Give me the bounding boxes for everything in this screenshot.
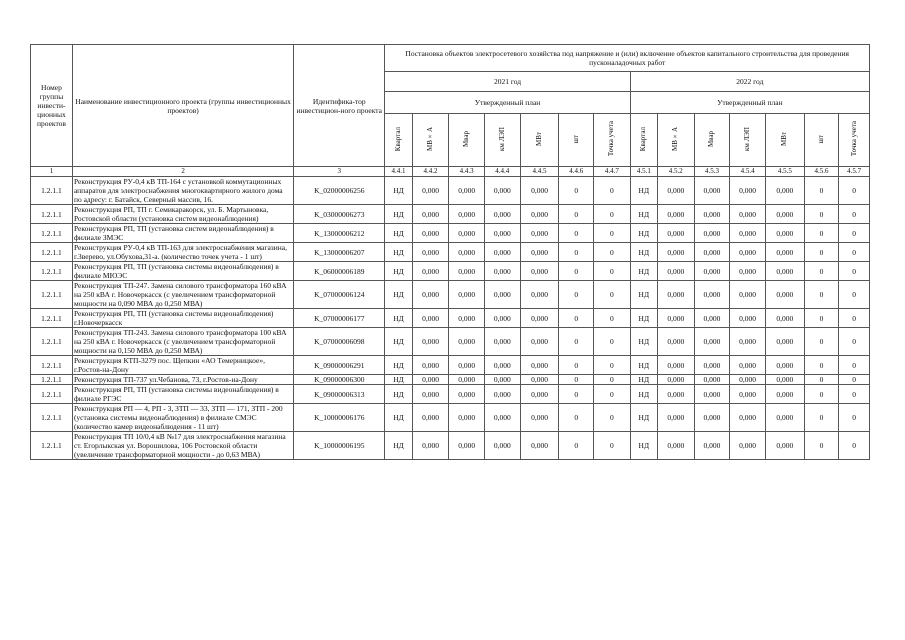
project-id-cell: K_09000006300	[294, 375, 385, 385]
unit-header-2021-3	[484, 114, 520, 167]
value-cell: НД	[630, 224, 657, 243]
unit-header-2022-5	[804, 114, 839, 167]
value-cell: НД	[630, 432, 657, 460]
project-id-cell: K_03000006273	[294, 205, 385, 224]
value-cell: 0,000	[520, 432, 559, 460]
value-cell: 0,000	[484, 243, 520, 262]
value-cell: 0,000	[765, 205, 804, 224]
group-number-cell: 1.2.1.1	[31, 404, 73, 432]
value-cell: НД	[385, 375, 412, 385]
value-cell: 0	[839, 224, 870, 243]
value-cell: 0	[559, 281, 594, 309]
value-cell: 0	[804, 281, 839, 309]
value-cell: 0	[594, 243, 631, 262]
value-cell: 0,000	[765, 432, 804, 460]
value-cell: 0,000	[694, 309, 730, 328]
value-cell: 0	[804, 309, 839, 328]
table-row	[31, 243, 870, 262]
unit-header-2022-1	[657, 114, 694, 167]
value-cell: 0,000	[765, 385, 804, 404]
value-cell: НД	[385, 356, 412, 375]
value-cell: 0	[804, 356, 839, 375]
group-number-cell: 1.2.1.1	[31, 328, 73, 356]
value-cell: 0,000	[449, 309, 485, 328]
value-cell: НД	[630, 243, 657, 262]
unit-header-2021-5	[559, 114, 594, 167]
value-cell: 0	[594, 281, 631, 309]
value-cell: 0	[594, 404, 631, 432]
value-cell: НД	[630, 281, 657, 309]
unit-header-label: Квартал	[394, 126, 403, 152]
header-project-name: Наименование инвестиционного проекта (группы инвестиционных проектов)	[72, 45, 293, 167]
column-index-row	[31, 167, 870, 177]
value-cell: 0,000	[765, 404, 804, 432]
value-cell: 0,000	[730, 328, 766, 356]
unit-header-label: МВт	[780, 132, 789, 146]
value-cell: 0,000	[520, 205, 559, 224]
column-index-cell: 4.5.3	[694, 167, 730, 177]
value-cell: 0	[594, 432, 631, 460]
table-row	[31, 385, 870, 404]
value-cell: 0	[804, 205, 839, 224]
value-cell: 0,000	[412, 375, 449, 385]
unit-header-label: МВ×А	[426, 127, 434, 151]
project-id-cell: K_02000006256	[294, 177, 385, 205]
column-index-cell: 4.5.7	[839, 167, 870, 177]
unit-header-label: МВт	[535, 132, 544, 146]
value-cell: 0,000	[520, 309, 559, 328]
column-index-cell: 4.5.6	[804, 167, 839, 177]
value-cell: 0	[559, 224, 594, 243]
value-cell: 0,000	[520, 177, 559, 205]
value-cell: 0,000	[412, 205, 449, 224]
project-id-cell: K_13000006207	[294, 243, 385, 262]
value-cell: 0	[804, 243, 839, 262]
value-cell: 0,000	[657, 404, 694, 432]
value-cell: НД	[385, 177, 412, 205]
table-row	[31, 281, 870, 309]
group-number-cell: 1.2.1.1	[31, 309, 73, 328]
value-cell: 0,000	[694, 224, 730, 243]
table-row	[31, 356, 870, 375]
value-cell: 0,000	[730, 224, 766, 243]
value-cell: 0,000	[520, 375, 559, 385]
value-cell: 0	[804, 262, 839, 281]
value-cell: 0	[839, 432, 870, 460]
value-cell: 0	[594, 385, 631, 404]
value-cell: 0,000	[412, 309, 449, 328]
value-cell: 0,000	[730, 262, 766, 281]
value-cell: 0,000	[484, 328, 520, 356]
project-name-cell: Реконструкция РП, ТП (установка систем видеонаблюдения) в филиале ЗМЭС	[72, 224, 293, 243]
value-cell: 0	[839, 385, 870, 404]
value-cell: 0,000	[520, 356, 559, 375]
value-cell: 0,000	[730, 432, 766, 460]
column-index-cell: 1	[31, 167, 73, 177]
value-cell: НД	[385, 328, 412, 356]
project-name-cell: Реконструкция КТП-3279 пос. Щепкин «АО Темерницкое», г.Ростов-на-Дону	[72, 356, 293, 375]
unit-header-2022-0	[630, 114, 657, 167]
value-cell: 0,000	[730, 281, 766, 309]
value-cell: 0	[804, 404, 839, 432]
value-cell: 0,000	[657, 262, 694, 281]
column-index-cell: 4.5.5	[765, 167, 804, 177]
unit-header-2022-4	[765, 114, 804, 167]
unit-header-label: км ЛЭП	[743, 126, 752, 151]
value-cell: НД	[630, 205, 657, 224]
unit-header-2021-6	[594, 114, 631, 167]
unit-header-2022-3	[730, 114, 766, 167]
value-cell: 0,000	[449, 356, 485, 375]
value-cell: 0,000	[520, 224, 559, 243]
value-cell: 0,000	[730, 177, 766, 205]
value-cell: 0,000	[449, 262, 485, 281]
value-cell: 0,000	[657, 432, 694, 460]
table-row	[31, 262, 870, 281]
project-name-cell: Реконструкция ТП-247. Замена силового трансформатора 160 кВА на 250 кВА г. Новочеркасск (с увеличением трансформаторной мощности на 0,090 МВА до 0,250 МВА)	[72, 281, 293, 309]
value-cell: 0,000	[657, 309, 694, 328]
unit-header-label: Мвар	[707, 130, 716, 148]
value-cell: 0,000	[765, 356, 804, 375]
value-cell: 0,000	[657, 177, 694, 205]
value-cell: 0	[594, 328, 631, 356]
value-cell: 0,000	[694, 356, 730, 375]
project-name-cell: Реконструкция РУ-0,4 кВ ТП-163 для электроснабжения магазина, г.Зверево, ул.Обухова,31-а. (количество точек учета - 1 шт)	[72, 243, 293, 262]
table-row	[31, 205, 870, 224]
group-number-cell: 1.2.1.1	[31, 385, 73, 404]
value-cell: 0,000	[657, 356, 694, 375]
value-cell: 0	[559, 309, 594, 328]
value-cell: 0,000	[694, 177, 730, 205]
value-cell: 0,000	[484, 281, 520, 309]
value-cell: 0,000	[449, 243, 485, 262]
value-cell: 0	[594, 224, 631, 243]
value-cell: 0,000	[412, 385, 449, 404]
unit-header-label: Квартал	[639, 126, 648, 152]
project-id-cell: K_09000006291	[294, 356, 385, 375]
value-cell: 0,000	[412, 404, 449, 432]
value-cell: 0,000	[765, 328, 804, 356]
value-cell: 0	[594, 375, 631, 385]
table-row	[31, 177, 870, 205]
project-id-cell: K_07000006098	[294, 328, 385, 356]
table-row	[31, 432, 870, 460]
value-cell: 0,000	[412, 432, 449, 460]
value-cell: 0,000	[657, 205, 694, 224]
unit-header-label: шт	[817, 134, 826, 144]
value-cell: 0,000	[484, 177, 520, 205]
value-cell: 0	[559, 177, 594, 205]
value-cell: 0,000	[484, 309, 520, 328]
value-cell: 0,000	[657, 328, 694, 356]
value-cell: 0,000	[730, 205, 766, 224]
value-cell: 0,000	[484, 205, 520, 224]
unit-header-2022-2	[694, 114, 730, 167]
value-cell: 0	[559, 328, 594, 356]
value-cell: 0	[839, 262, 870, 281]
value-cell: 0,000	[657, 375, 694, 385]
value-cell: 0	[559, 385, 594, 404]
value-cell: 0,000	[765, 281, 804, 309]
value-cell: НД	[385, 281, 412, 309]
unit-header-2021-2	[449, 114, 485, 167]
value-cell: 0,000	[484, 385, 520, 404]
value-cell: 0,000	[657, 224, 694, 243]
table-row	[31, 309, 870, 328]
unit-header-2021-4	[520, 114, 559, 167]
table-row	[31, 404, 870, 432]
value-cell: 0	[839, 177, 870, 205]
value-cell: 0	[839, 404, 870, 432]
value-cell: 0	[839, 356, 870, 375]
value-cell: НД	[385, 432, 412, 460]
value-cell: 0,000	[484, 224, 520, 243]
value-cell: НД	[630, 356, 657, 375]
value-cell: 0,000	[520, 385, 559, 404]
value-cell: 0,000	[520, 404, 559, 432]
column-index-cell: 4.4.4	[484, 167, 520, 177]
value-cell: 0,000	[449, 281, 485, 309]
value-cell: 0	[559, 432, 594, 460]
value-cell: 0,000	[694, 375, 730, 385]
header-year-2021: 2021 год	[385, 72, 630, 92]
value-cell: НД	[385, 385, 412, 404]
group-number-cell: 1.2.1.1	[31, 356, 73, 375]
column-index-cell: 4.4.3	[449, 167, 485, 177]
unit-header-2021-1	[412, 114, 449, 167]
value-cell: НД	[630, 177, 657, 205]
value-cell: 0	[839, 205, 870, 224]
group-number-cell: 1.2.1.1	[31, 432, 73, 460]
value-cell: 0,000	[765, 177, 804, 205]
value-cell: НД	[630, 328, 657, 356]
column-index-cell: 2	[72, 167, 293, 177]
project-name-cell: Реконструкция РП, ТП г. Семикаракорск, ул. Б. Мартыновка, Ростовской области (установка систем видеонаблюдения)	[72, 205, 293, 224]
group-number-cell: 1.2.1.1	[31, 224, 73, 243]
group-number-cell: 1.2.1.1	[31, 281, 73, 309]
unit-header-label: Мвар	[462, 130, 471, 148]
value-cell: 0,000	[520, 328, 559, 356]
value-cell: 0,000	[412, 224, 449, 243]
header-project-id: Идентифика-тор инвестицион-ного проекта	[294, 45, 385, 167]
group-number-cell: 1.2.1.1	[31, 262, 73, 281]
unit-header-label: МВ×А	[671, 127, 680, 151]
value-cell: 0	[839, 328, 870, 356]
value-cell: НД	[630, 309, 657, 328]
value-cell: 0,000	[765, 224, 804, 243]
value-cell: 0,000	[412, 356, 449, 375]
value-cell: 0,000	[412, 281, 449, 309]
project-name-cell: Реконструкция РП — 4, РП - 3, ЗТП — 33, ЗТП — 171, ЗТП - 200 (установка системы видеонаблюдения) в филиале СМЭС (количество камер видеонаблюдения - 11 шт)	[72, 404, 293, 432]
group-number-cell: 1.2.1.1	[31, 375, 73, 385]
unit-header-label: км ЛЭП	[497, 126, 506, 151]
value-cell: 0,000	[694, 205, 730, 224]
unit-header-label: Точка учета	[849, 121, 858, 157]
value-cell: 0	[839, 309, 870, 328]
value-cell: 0,000	[484, 356, 520, 375]
header-year-2022: 2022 год	[630, 72, 869, 92]
value-cell: 0	[559, 356, 594, 375]
value-cell: 0,000	[449, 205, 485, 224]
value-cell: 0,000	[520, 243, 559, 262]
unit-header-2021-0	[385, 114, 412, 167]
value-cell: 0,000	[412, 262, 449, 281]
value-cell: 0,000	[657, 385, 694, 404]
value-cell: НД	[385, 205, 412, 224]
value-cell: 0,000	[412, 177, 449, 205]
value-cell: 0	[559, 404, 594, 432]
group-number-cell: 1.2.1.1	[31, 243, 73, 262]
value-cell: 0	[559, 243, 594, 262]
column-index-cell: 4.4.6	[559, 167, 594, 177]
value-cell: 0	[804, 177, 839, 205]
value-cell: 0	[594, 262, 631, 281]
value-cell: 0,000	[694, 328, 730, 356]
investment-projects-table	[30, 44, 870, 460]
value-cell: 0	[839, 375, 870, 385]
value-cell: 0,000	[484, 262, 520, 281]
project-name-cell: Реконструкция РП, ТП (установка системы видеонаблюдения) в филиале РГЭС	[72, 385, 293, 404]
value-cell: 0,000	[730, 375, 766, 385]
value-cell: 0	[594, 205, 631, 224]
value-cell: 0	[559, 262, 594, 281]
value-cell: 0	[559, 375, 594, 385]
value-cell: 0	[594, 356, 631, 375]
column-index-cell: 4.4.5	[520, 167, 559, 177]
project-id-cell: K_13000006212	[294, 224, 385, 243]
unit-header-2022-6	[839, 114, 870, 167]
value-cell: 0,000	[694, 404, 730, 432]
value-cell: 0,000	[449, 375, 485, 385]
unit-header-label: шт	[571, 134, 580, 144]
value-cell: 0,000	[520, 262, 559, 281]
value-cell: НД	[385, 262, 412, 281]
value-cell: 0	[839, 243, 870, 262]
value-cell: 0	[804, 328, 839, 356]
value-cell: 0,000	[484, 404, 520, 432]
group-number-cell: 1.2.1.1	[31, 205, 73, 224]
header-group-number: Номер группы инвести-ционных проектов	[31, 45, 73, 167]
value-cell: 0,000	[694, 262, 730, 281]
investment-table-sheet	[30, 44, 870, 460]
value-cell: НД	[385, 243, 412, 262]
value-cell: 0,000	[412, 328, 449, 356]
project-id-cell: K_10000006195	[294, 432, 385, 460]
table-row	[31, 328, 870, 356]
project-name-cell: Реконструкция РУ-0,4 кВ ТП-164 с установкой коммутационных аппаратов для электроснабжения многоквартирного жилого дома по адресу: г. Батайск, Северный массив, 16.	[72, 177, 293, 205]
value-cell: 0,000	[694, 385, 730, 404]
table-row	[31, 375, 870, 385]
value-cell: 0,000	[449, 432, 485, 460]
value-cell: 0,000	[412, 243, 449, 262]
project-id-cell: K_07000006124	[294, 281, 385, 309]
value-cell: 0,000	[694, 432, 730, 460]
project-id-cell: K_10000006176	[294, 404, 385, 432]
value-cell: 0,000	[520, 281, 559, 309]
value-cell: 0,000	[765, 262, 804, 281]
value-cell: НД	[630, 375, 657, 385]
value-cell: 0,000	[765, 309, 804, 328]
project-id-cell: K_07000006177	[294, 309, 385, 328]
column-index-cell: 4.4.2	[412, 167, 449, 177]
value-cell: 0	[594, 177, 631, 205]
value-cell: НД	[630, 404, 657, 432]
project-name-cell: Реконструкция РП, ТП (установка системы видеонаблюдения) в филиале МЮЭС	[72, 262, 293, 281]
value-cell: 0,000	[730, 243, 766, 262]
value-cell: 0,000	[449, 177, 485, 205]
value-cell: 0,000	[657, 243, 694, 262]
value-cell: НД	[630, 385, 657, 404]
value-cell: НД	[385, 404, 412, 432]
value-cell: 0,000	[765, 243, 804, 262]
project-id-cell: K_09000006313	[294, 385, 385, 404]
value-cell: 0	[804, 432, 839, 460]
value-cell: 0,000	[694, 281, 730, 309]
value-cell: НД	[385, 309, 412, 328]
value-cell: 0	[559, 205, 594, 224]
column-index-cell: 4.5.1	[630, 167, 657, 177]
project-id-cell: K_06000006189	[294, 262, 385, 281]
unit-header-label: Точка учета	[607, 121, 616, 157]
value-cell: 0,000	[449, 328, 485, 356]
column-index-cell: 3	[294, 167, 385, 177]
header-commissioning: Постановка объектов электросетевого хозяйства под напряжение и (или) включение объектов капитального строительства для проведения пусконаладочных работ	[385, 45, 870, 72]
value-cell: 0	[804, 385, 839, 404]
value-cell: 0,000	[449, 224, 485, 243]
value-cell: 0,000	[484, 432, 520, 460]
value-cell: 0,000	[694, 243, 730, 262]
header-approved-plan-2021: Утвержденный план	[385, 92, 630, 114]
value-cell: 0,000	[730, 309, 766, 328]
value-cell: 0	[594, 309, 631, 328]
column-index-cell: 4.5.4	[730, 167, 766, 177]
value-cell: НД	[630, 262, 657, 281]
header-approved-plan-2022: Утвержденный план	[630, 92, 869, 114]
value-cell: 0,000	[765, 375, 804, 385]
value-cell: 0,000	[484, 375, 520, 385]
project-name-cell: Реконструкция ТП-243. Замена силового трансформатора 100 кВА на 250 кВА г. Новочеркасск (с увеличением трансформаторной мощности на 0,150 МВА до 0,250 МВА)	[72, 328, 293, 356]
value-cell: НД	[385, 224, 412, 243]
project-name-cell: Реконструкция РП, ТП (установка системы видеонаблюдения) г.Новочеркасск	[72, 309, 293, 328]
value-cell: 0,000	[730, 385, 766, 404]
value-cell: 0,000	[730, 404, 766, 432]
value-cell: 0	[839, 281, 870, 309]
value-cell: 0	[804, 224, 839, 243]
table-row	[31, 224, 870, 243]
column-index-cell: 4.5.2	[657, 167, 694, 177]
column-index-cell: 4.4.7	[594, 167, 631, 177]
project-name-cell: Реконструкция ТП-737 ул.Чебанова, 73, г.Ростов-на-Дону	[72, 375, 293, 385]
column-index-cell: 4.4.1	[385, 167, 412, 177]
value-cell: 0,000	[730, 356, 766, 375]
group-number-cell: 1.2.1.1	[31, 177, 73, 205]
value-cell: 0	[804, 375, 839, 385]
project-name-cell: Реконструкция ТП 10/0,4 кВ №17 для электроснабжения магазина ст. Егорлыкская ул. Ворошилова, 106 Ростовской области (увеличение трансформаторной мощности - до 0,63 МВА)	[72, 432, 293, 460]
value-cell: 0,000	[449, 404, 485, 432]
value-cell: 0,000	[657, 281, 694, 309]
value-cell: 0,000	[449, 385, 485, 404]
